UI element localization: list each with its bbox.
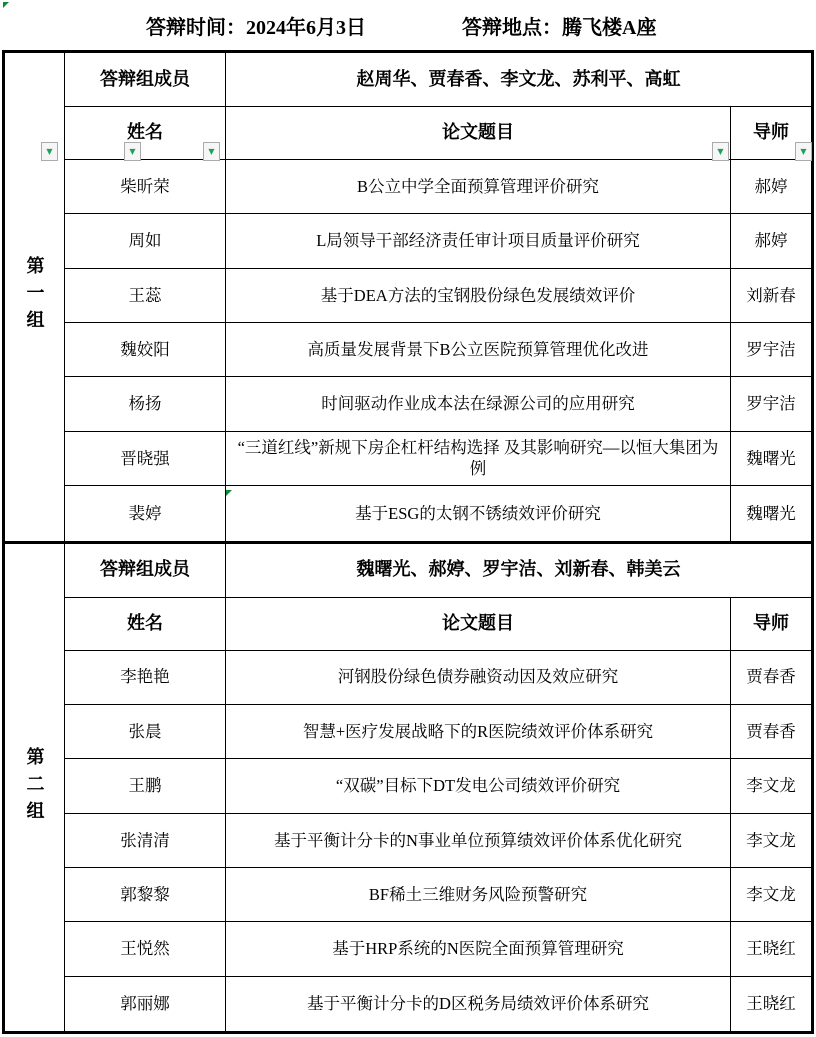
table-row <box>65 977 811 1031</box>
thesis-title-cell: “双碳”目标下DT发电公司绩效评价研究 <box>226 759 731 812</box>
supervisor-cell: 贾春香 <box>746 721 796 741</box>
student-name-cell: 柴昕荣 <box>65 160 226 213</box>
thesis-title-cell: BF稀土三维财务风险预警研究 <box>226 868 731 921</box>
supervisor-cell: 王晓红 <box>746 939 796 959</box>
table-row <box>65 486 811 540</box>
column-header-name: 姓名 <box>65 598 226 650</box>
student-name-cell: 王蕊 <box>65 269 226 322</box>
table-row <box>65 377 811 431</box>
thesis-title-cell: 基于ESG的太钢不锈绩效评价研究 <box>226 486 731 540</box>
supervisor-cell: 郝婷 <box>754 176 788 196</box>
student-name-cell: 李艳艳 <box>65 651 226 704</box>
thesis-title-cell: B公立中学全面预算管理评价研究 <box>226 160 731 213</box>
thesis-title-cell: 时间驱动作业成本法在绿源公司的应用研究 <box>226 377 731 430</box>
table-row <box>65 651 811 705</box>
student-name-cell: 张晨 <box>65 705 226 758</box>
group-2-label-cell <box>5 544 65 1032</box>
supervisor-cell: 郝婷 <box>754 231 788 251</box>
cell-flag-icon <box>226 490 232 496</box>
group-1-label-cell <box>5 53 65 541</box>
filter-dropdown-button[interactable] <box>41 142 58 161</box>
defense-time-label: 答辩时间：2024年6月3日 <box>146 16 366 39</box>
thesis-title-cell: 智慧+医疗发展战略下的R医院绩效评价体系研究 <box>226 705 731 758</box>
thesis-title-cell: 河钢股份绿色债券融资动因及效应研究 <box>226 651 731 704</box>
table-row <box>65 432 811 486</box>
student-name-cell: 魏姣阳 <box>65 323 226 376</box>
table-row <box>65 269 811 323</box>
group-1-body <box>65 53 811 541</box>
student-name-cell: 晋晓强 <box>65 432 226 485</box>
members-row <box>65 53 811 107</box>
filter-dropdown-icon: ▼ <box>717 146 724 156</box>
members-list-cell: 赵周华、贾春香、李文龙、苏利平、高虹 <box>356 68 681 89</box>
thesis-title-cell: “三道红线”新规下房企杠杆结构选择 及其影响研究—以恒大集团为例 <box>226 432 731 485</box>
thesis-title-cell: 基于平衡计分卡的D区税务局绩效评价体系研究 <box>226 977 731 1031</box>
table-row <box>65 868 811 922</box>
group-2-body <box>65 544 811 1032</box>
members-row <box>65 544 811 598</box>
column-header-name: 姓名 <box>65 107 226 159</box>
supervisor-cell: 罗宇洁 <box>746 340 796 360</box>
filter-dropdown-icon: ▼ <box>46 146 53 156</box>
thesis-title-cell: 基于平衡计分卡的N事业单位预算绩效评价体系优化研究 <box>226 814 731 867</box>
filter-dropdown-button[interactable] <box>203 142 220 161</box>
filter-dropdown-icon: ▼ <box>800 146 807 156</box>
student-name-cell: 张清清 <box>65 814 226 867</box>
table-row <box>65 214 811 268</box>
column-header-title: 论文题目 <box>226 107 731 159</box>
column-header-row <box>65 107 811 160</box>
column-header-supervisor: 导师 <box>753 612 789 633</box>
student-name-cell: 周如 <box>65 214 226 267</box>
table-row <box>65 323 811 377</box>
student-name-cell: 王鹏 <box>65 759 226 812</box>
supervisor-cell: 罗宇洁 <box>746 394 796 414</box>
table-row <box>65 705 811 759</box>
table-row <box>65 814 811 868</box>
supervisor-cell: 李文龙 <box>746 776 796 796</box>
student-name-cell: 杨扬 <box>65 377 226 430</box>
filter-dropdown-button[interactable] <box>795 142 812 161</box>
supervisor-cell: 李文龙 <box>746 830 796 850</box>
table-row <box>65 160 811 214</box>
group-2-label: 第二组 <box>24 746 45 828</box>
supervisor-cell: 魏曙光 <box>746 503 796 523</box>
thesis-title-cell: 基于HRP系统的N医院全面预算管理研究 <box>226 922 731 975</box>
student-name-cell: 郭黎黎 <box>65 868 226 921</box>
student-name-cell: 王悦然 <box>65 922 226 975</box>
thesis-title-cell: 基于DEA方法的宝钢股份绿色发展绩效评价 <box>226 269 731 322</box>
column-header-supervisor: 导师 <box>753 122 789 143</box>
filter-dropdown-icon: ▼ <box>129 146 136 156</box>
table-row <box>65 759 811 813</box>
group-1-label: 第一组 <box>24 256 45 338</box>
thesis-title-cell: L局领导干部经济责任审计项目质量评价研究 <box>226 214 731 267</box>
members-header-cell: 答辩组成员 <box>65 53 226 106</box>
filter-dropdown-button[interactable] <box>124 142 141 161</box>
column-header-title: 论文题目 <box>226 598 731 650</box>
members-list-cell: 魏曙光、郝婷、罗宇洁、刘新春、韩美云 <box>356 559 681 580</box>
defense-schedule-table <box>2 50 814 1034</box>
column-header-row <box>65 598 811 651</box>
cell-flag-icon <box>3 2 9 8</box>
group-1-section <box>5 53 811 541</box>
thesis-title-cell: 高质量发展背景下B公立医院预算管理优化改进 <box>226 323 731 376</box>
table-row <box>65 922 811 976</box>
supervisor-cell: 李文龙 <box>746 884 796 904</box>
defense-location-label: 答辩地点：腾飞楼A座 <box>462 16 657 39</box>
supervisor-cell: 刘新春 <box>746 285 796 305</box>
student-name-cell: 郭丽娜 <box>65 977 226 1031</box>
supervisor-cell: 魏曙光 <box>746 448 796 468</box>
supervisor-cell: 王晓红 <box>746 994 796 1014</box>
supervisor-cell: 贾春香 <box>746 667 796 687</box>
members-header-cell: 答辩组成员 <box>65 544 226 597</box>
schedule-title-row <box>0 0 816 50</box>
group-2-section <box>5 541 811 1032</box>
student-name-cell: 裴婷 <box>65 486 226 540</box>
filter-dropdown-icon: ▼ <box>208 146 215 156</box>
filter-dropdown-button[interactable] <box>712 142 729 161</box>
